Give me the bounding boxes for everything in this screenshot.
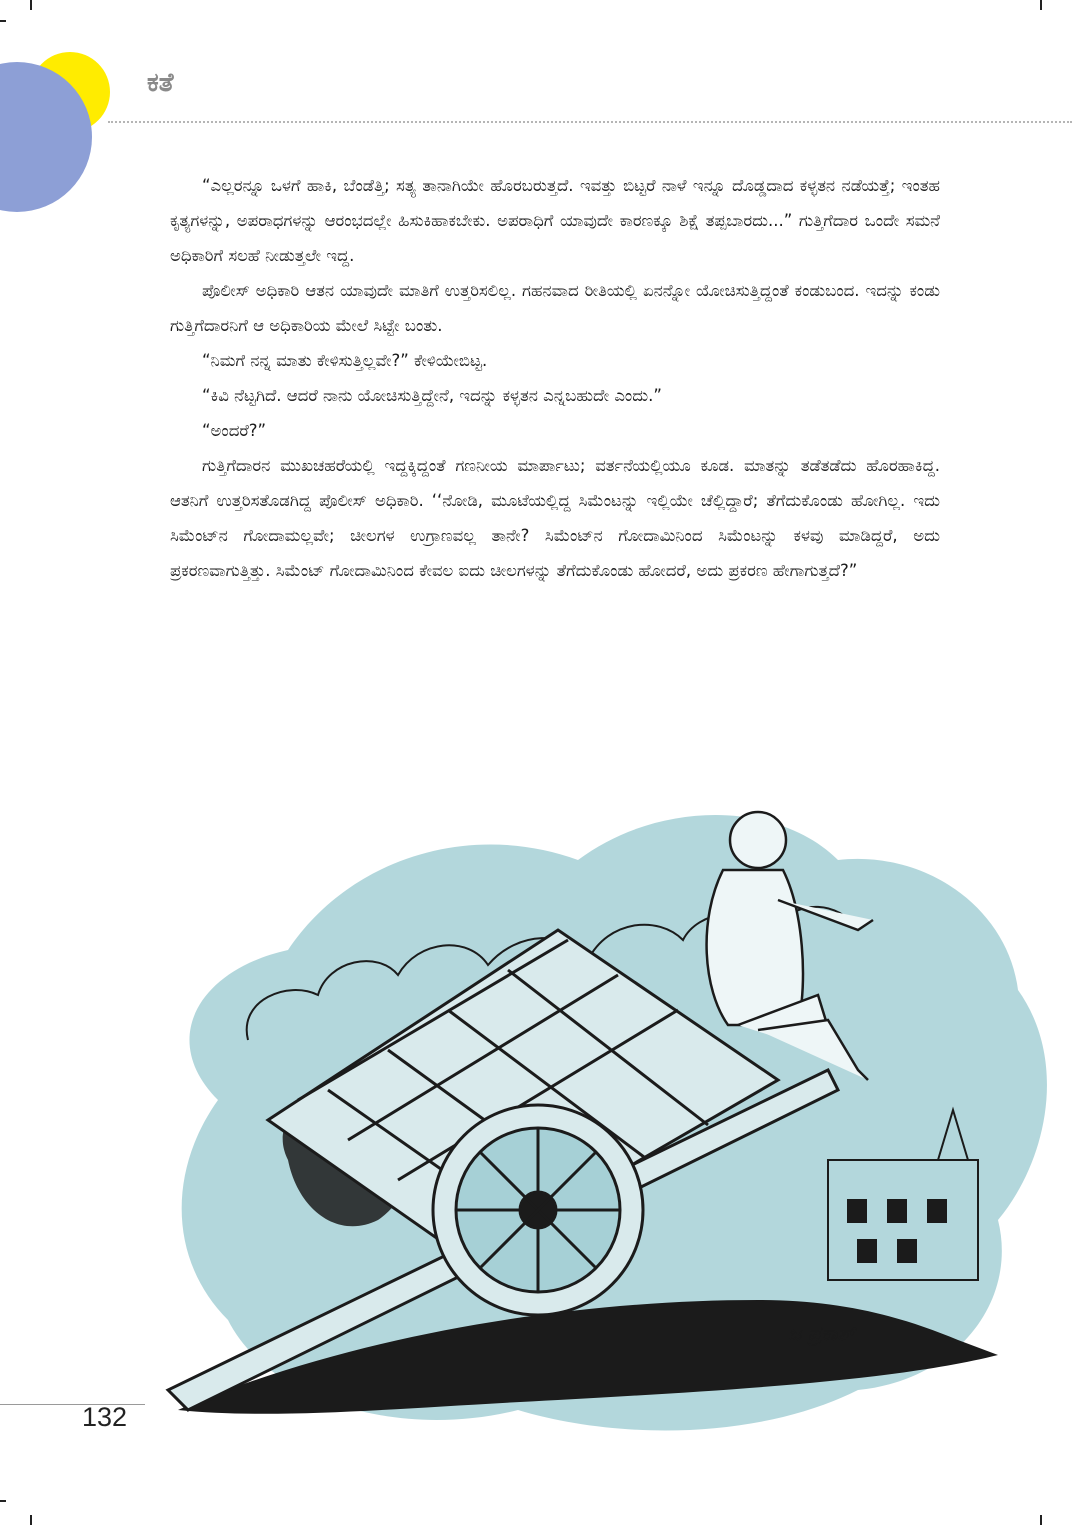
- artist-signature: ಜ ಪ್ರಕಾಶ್: [788, 1321, 855, 1345]
- crop-mark: [0, 1500, 6, 1502]
- paragraph: “ಎಲ್ಲರನ್ನೂ ಒಳಗೆ ಹಾಕಿ, ಬೆಂಡೆತ್ತಿ; ಸತ್ಯ ತಾನಾಗಿಯೇ ಹೊರಬರುತ್ತದೆ. ಇವತ್ತು ಬಿಟ್ಟರೆ ನಾಳೆ ಇನ್ನೂ ದೊಡ್ಡದಾದ ಕಳ್ಳತನ ನಡೆಯತ್ತೆ; ಇಂತಹ ಕೃತ್ಯಗಳನ್ನು, ಅಪರಾಧಗಳನ್ನು ಆರಂಭದಲ್ಲೇ ಹಿಸುಕಿಹಾಕಬೇಕು. ಅಪರಾಧಿಗೆ ಯಾವುದೇ ಕಾರಣಕ್ಕೂ ಶಿಕ್ಷೆ ತಪ್ಪಬಾರದು...” ಗುತ್ತಿಗೆದಾರ ಒಂದೇ ಸಮನೆ ಅಧಿಕಾರಿಗೆ ಸಲಹೆ ನೀಡುತ್ತಲೇ ಇದ್ದ.: [170, 176, 940, 265]
- paragraph: ಪೊಲೀಸ್ ಅಧಿಕಾರಿ ಆತನ ಯಾವುದೇ ಮಾತಿಗೆ ಉತ್ತರಿಸಲಿಲ್ಲ. ಗಹನವಾದ ರೀತಿಯಲ್ಲಿ ಏನನ್ನೋ ಯೋಚಿಸುತ್ತಿದ್ದಂತೆ ಕಂಡುಬಂದ. ಇದನ್ನು ಕಂಡು ಗುತ್ತಿಗೆದಾರನಿಗೆ ಆ ಅಧಿಕಾರಿಯ ಮೇಲೆ ಸಿಟ್ಟೇ ಬಂತು.: [170, 281, 940, 335]
- story-text: [170, 168, 940, 588]
- cart-wheel: [433, 1105, 643, 1315]
- cart-illustration: [138, 740, 1068, 1460]
- paragraph: “ಅಂದರೆ?”: [202, 421, 267, 440]
- header-dotted-rule: [108, 121, 1072, 123]
- paragraph: ಗುತ್ತಿಗೆದಾರನ ಮುಖಚಹರೆಯಲ್ಲಿ ಇದ್ದಕ್ಕಿದ್ದಂತೆ ಗಣನೀಯ ಮಾರ್ಪಾಟು; ವರ್ತನೆಯಲ್ಲಿಯೂ ಕೂಡ. ಮಾತನ್ನು ತಡೆತಡೆದು ಹೊರಹಾಕಿದ್ದ. ಆತನಿಗೆ ಉತ್ತರಿಸತೊಡಗಿದ್ದ ಪೊಲೀಸ್ ಅಧಿಕಾರಿ. ‘‘ನೋಡಿ, ಮೂಟೆಯಲ್ಲಿದ್ದ ಸಿಮೆಂಟನ್ನು ಇಲ್ಲಿಯೇ ಚೆಲ್ಲಿದ್ದಾರೆ; ತೆಗೆದುಕೊಂಡು ಹೋಗಿಲ್ಲ. ಇದು ಸಿಮೆಂಟ್‌ನ ಗೋದಾಮಲ್ಲವೇ; ಚೀಲಗಳ ಉಗ್ರಾಣವಲ್ಲ ತಾನೇ? ಸಿಮೆಂಟ್‌ನ ಗೋದಾಮಿನಿಂದ ಸಿಮೆಂಟನ್ನು ಕಳವು ಮಾಡಿದ್ದರೆ, ಅದು ಪ್ರಕರಣವಾಗುತ್ತಿತ್ತು. ಸಿಮೆಂಟ್ ಗೋದಾಮಿನಿಂದ ಕೇವಲ ಐದು ಚೀಲಗಳನ್ನು ತೆಗೆದುಕೊಂಡು ಹೋದರೆ, ಅದು ಪ್ರಕರಣ ಹೇಗಾಗುತ್ತದೆ?”: [170, 456, 940, 580]
- crop-mark: [1040, 1515, 1042, 1525]
- paragraph: “ನಿಮಗೆ ನನ್ನ ಮಾತು ಕೇಳಿಸುತ್ತಿಲ್ಲವೇ?” ಕೇಳಿಯೇಬಿಟ್ಟ.: [202, 351, 488, 370]
- crop-mark: [30, 1515, 32, 1525]
- page-number: 132: [82, 1402, 128, 1432]
- paragraph: “ಕಿವಿ ನೆಟ್ಟಗಿದೆ. ಆದರೆ ನಾನು ಯೋಚಿಸುತ್ತಿದ್ದೇನೆ, ಇದನ್ನು ಕಳ್ಳತನ ಎನ್ನಬಹುದೇ ಎಂದು.”: [202, 386, 662, 405]
- crop-mark: [0, 20, 6, 22]
- crop-mark: [1040, 0, 1042, 10]
- crop-mark: [30, 0, 32, 10]
- section-title: ಕತೆ: [147, 68, 174, 98]
